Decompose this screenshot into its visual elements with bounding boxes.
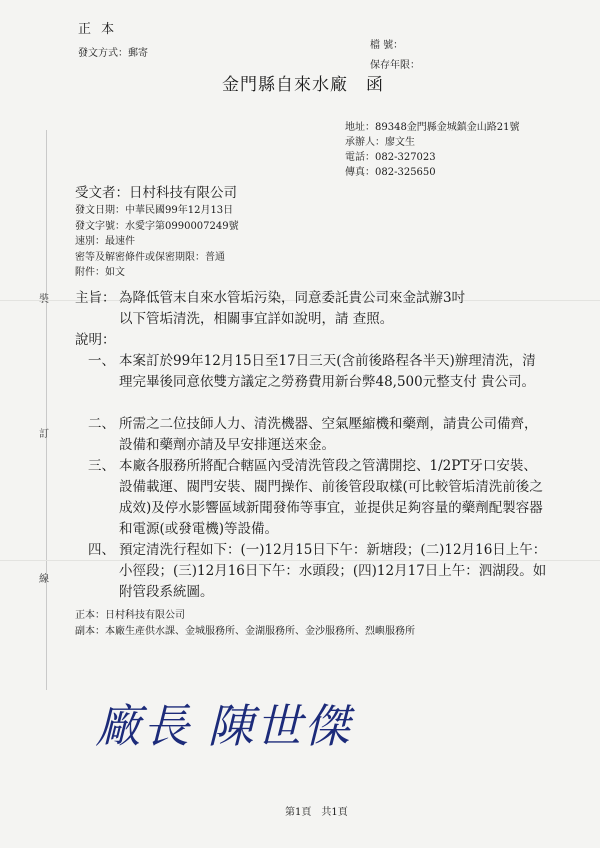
document-number: 發文字號：水愛字第0990007249號 bbox=[75, 220, 239, 232]
item-text: 所需之二位技師人力、清洗機器、空氣壓縮機和藥劑，請貴公司備齊，設備和藥劑亦請及早安排運送來金。 bbox=[119, 416, 538, 453]
subject-label: 主旨： bbox=[75, 290, 116, 306]
item-number: 一、 bbox=[88, 353, 115, 369]
director-signature: 廠長 陳世傑 bbox=[95, 699, 352, 753]
meta-block bbox=[75, 203, 239, 281]
retention-label: 保存年限： bbox=[370, 60, 420, 71]
subject-line-1: 為降低管末自來水管垢污染，同意委託貴公司來金試辦3吋 bbox=[119, 290, 466, 306]
copy-recipients: 副本：本廠生產供水課、金城服務所、金湖服務所、金沙服務所、烈嶼服務所 bbox=[75, 626, 415, 637]
recipient: 受文者：日村科技有限公司 bbox=[75, 185, 237, 201]
delivery-method: 發文方式：郵寄 bbox=[78, 48, 148, 59]
original-recipient: 正本：日村科技有限公司 bbox=[75, 610, 185, 621]
document-title: 金門縣自來水廠 函 bbox=[222, 75, 384, 95]
page-number: 第1頁 共1頁 bbox=[285, 807, 348, 818]
item-number: 四、 bbox=[88, 542, 115, 558]
binding-line bbox=[46, 130, 47, 690]
item-number: 二、 bbox=[88, 416, 115, 432]
item-number: 三、 bbox=[88, 458, 115, 474]
item-text: 本案訂於99年12月15日至17日三天(含前後路程各半天)辦理清洗，清理完畢後同意依雙方議定之勞務費用新台弊48,500元整支付 貴公司。 bbox=[119, 353, 536, 390]
contact-block bbox=[345, 120, 520, 180]
copy-label: 正 本 bbox=[78, 22, 118, 37]
fax: 傳真：082-325650 bbox=[345, 167, 436, 178]
attachment: 附件：如文 bbox=[75, 267, 125, 278]
subject-line-2: 以下管垢清洗，相關事宜詳如說明，請 查照。 bbox=[119, 311, 394, 327]
issue-date: 發文日期：中華民國99年12月13日 bbox=[75, 205, 234, 216]
item-text: 預定清洗行程如下：(一)12月15日下午：新塘段；(二)12月16日上午：小徑段；(三)12月16日下午：水頭段；(四)12月17日上午：泗湖段。如附管段系統圖。 bbox=[119, 542, 547, 600]
speed: 速別：最速件 bbox=[75, 236, 135, 247]
explanation-label: 說明： bbox=[75, 332, 116, 348]
phone: 電話：082-327023 bbox=[345, 152, 436, 163]
handler: 承辦人：廖文生 bbox=[345, 137, 415, 148]
secrecy: 密等及解密條件或保密期限：普通 bbox=[75, 251, 225, 263]
address: 地址：89348金門縣金城鎮金山路21號 bbox=[345, 122, 520, 133]
margin-mark-bind bbox=[39, 290, 49, 305]
item-text: 本廠各服務所將配合轄區內受清洗管段之管溝開挖、1/2PT牙口安裝、設備載運、閥門安裝、閥門操作、前後管段取樣(可比較管垢清洗前後之成效)及停水影響區域新聞發佈等事宜，並提供足夠容量的藥劑配製容器和電源(或發電機)等設備。 bbox=[119, 458, 543, 537]
margin-mark-line: 線 bbox=[39, 574, 49, 585]
margin-mark-stitch: 訂 bbox=[39, 429, 49, 440]
archive-number-label: 檔 號： bbox=[370, 40, 404, 51]
